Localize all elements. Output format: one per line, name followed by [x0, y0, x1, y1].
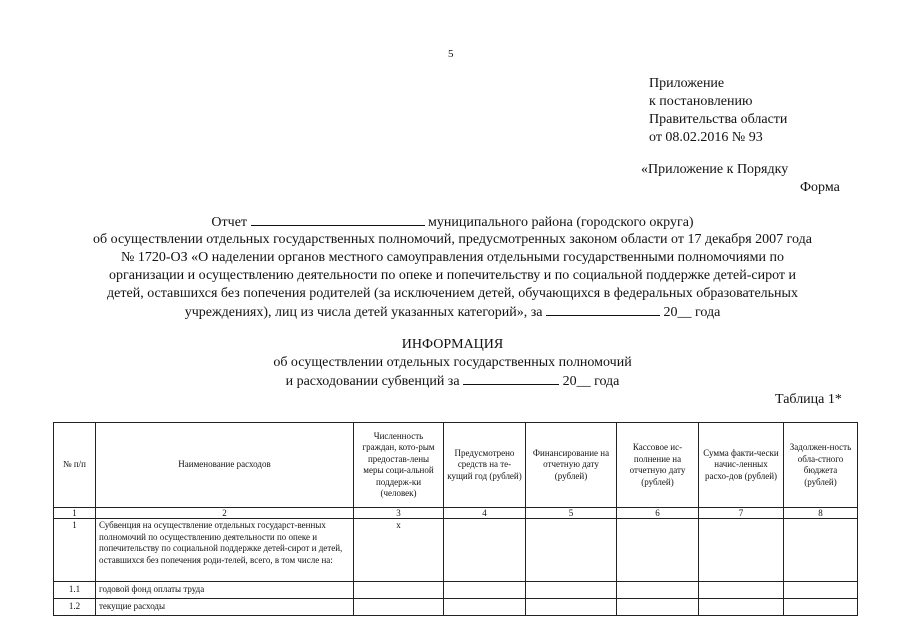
appendix-line-1: Приложение — [649, 76, 725, 91]
row-citizens-cell[interactable] — [354, 582, 444, 599]
info-period-blank[interactable] — [463, 372, 559, 385]
row-citizens-cell[interactable] — [354, 599, 444, 616]
header-expense-name: Наименование расходов — [96, 423, 354, 508]
info-line-2 — [0, 372, 905, 391]
row-number: 1.1 — [54, 582, 96, 599]
row-cash-cell[interactable] — [617, 599, 699, 616]
header-num: № п/п — [54, 423, 96, 508]
info-year: 20__ года — [562, 374, 620, 389]
appendix-line-4: от 08.02.2016 № 93 — [649, 130, 763, 145]
procedure-appendix: «Приложение к Порядку — [641, 162, 789, 177]
report-line-6 — [0, 303, 905, 322]
row-financing-cell[interactable] — [526, 519, 617, 582]
row-financing-cell[interactable] — [526, 599, 617, 616]
row-number: 1.2 — [54, 599, 96, 616]
appendix-line-2: к постановлению — [649, 94, 753, 109]
info-title: ИНФОРМАЦИЯ — [401, 337, 504, 352]
table-row — [54, 519, 858, 582]
report-year: 20__ года — [663, 305, 721, 320]
appendix-line-3: Правительства области — [649, 112, 788, 127]
row-expense-name: годовой фонд оплаты труда — [96, 582, 354, 599]
page-number: 5 — [448, 48, 454, 60]
row-debt-cell[interactable] — [784, 599, 858, 616]
row-planned-cell[interactable] — [444, 599, 526, 616]
column-number: 1 — [54, 508, 96, 519]
row-expense-name: текущие расходы — [96, 599, 354, 616]
column-number: 5 — [526, 508, 617, 519]
row-cash-cell[interactable] — [617, 582, 699, 599]
row-accrued-cell[interactable] — [699, 519, 784, 582]
table-label: Таблица 1* — [775, 392, 842, 407]
row-expense-name: Субвенция на осуществление отдельных государст-венных полномочий по осуществлению деятельности по опеке и попечительству по социальной поддержке детей-сирот и детей, оставшихся без попечения роди-телей, всего, в том числе на: — [96, 519, 354, 582]
row-financing-cell[interactable] — [526, 582, 617, 599]
header-budget-debt: Задолжен-ность обла-стного бюджета (рублей) — [784, 423, 858, 508]
report-prefix: Отчет — [211, 215, 248, 230]
column-number: 2 — [96, 508, 354, 519]
report-line-3: № 1720-ОЗ «О наделении органов местного самоуправления отдельными государственными полномочиями по — [121, 250, 784, 265]
row-accrued-cell[interactable] — [699, 582, 784, 599]
row-number: 1 — [54, 519, 96, 582]
column-number: 7 — [699, 508, 784, 519]
row-accrued-cell[interactable] — [699, 599, 784, 616]
header-planned-funds: Предусмотрено средств на те-кущий год (рублей) — [444, 423, 526, 508]
table-header-row — [54, 423, 858, 508]
expense-table — [53, 422, 858, 616]
header-financing: Финансирование на отчетную дату (рублей) — [526, 423, 617, 508]
report-line-2: об осуществлении отдельных государственных полномочий, предусмотренных законом области от 17 декабря 2007 года — [93, 232, 812, 247]
report-line-6-text: учреждениях), лиц из числа детей указанных категорий», за — [184, 305, 543, 320]
report-period-blank[interactable] — [546, 303, 660, 316]
header-accrued-expenses: Сумма факти-чески начис-ленных расхо-дов (рублей) — [699, 423, 784, 508]
row-planned-cell[interactable] — [444, 582, 526, 599]
report-title-line — [0, 213, 905, 232]
table-row — [54, 582, 858, 599]
row-planned-cell[interactable] — [444, 519, 526, 582]
header-citizens-count: Численность граждан, кото-рым предостав-лены меры соци-альной поддерж-ки (человек) — [354, 423, 444, 508]
column-numbers-row — [54, 508, 858, 519]
report-line-5: детей, оставшихся без попечения родителей (за исключением детей, обучающихся в федеральных образовательных — [107, 286, 798, 301]
info-line-2-text: и расходовании субвенций за — [285, 374, 460, 389]
row-debt-cell[interactable] — [784, 519, 858, 582]
district-name-blank[interactable] — [251, 213, 425, 226]
report-suffix: муниципального района (городского округа) — [428, 215, 694, 230]
column-number: 3 — [354, 508, 444, 519]
row-citizens-cell[interactable]: х — [354, 519, 444, 582]
header-cash-execution: Кассовое ис-полнение на отчетную дату (рублей) — [617, 423, 699, 508]
table-row — [54, 599, 858, 616]
info-line-1: об осуществлении отдельных государственных полномочий — [273, 355, 632, 370]
row-cash-cell[interactable] — [617, 519, 699, 582]
report-line-4: организации и осуществлению деятельности по опеке и попечительству и по социальной поддержке детей-сирот и — [108, 268, 797, 283]
row-debt-cell[interactable] — [784, 582, 858, 599]
form-label: Форма — [800, 180, 840, 195]
column-number: 4 — [444, 508, 526, 519]
column-number: 8 — [784, 508, 858, 519]
column-number: 6 — [617, 508, 699, 519]
